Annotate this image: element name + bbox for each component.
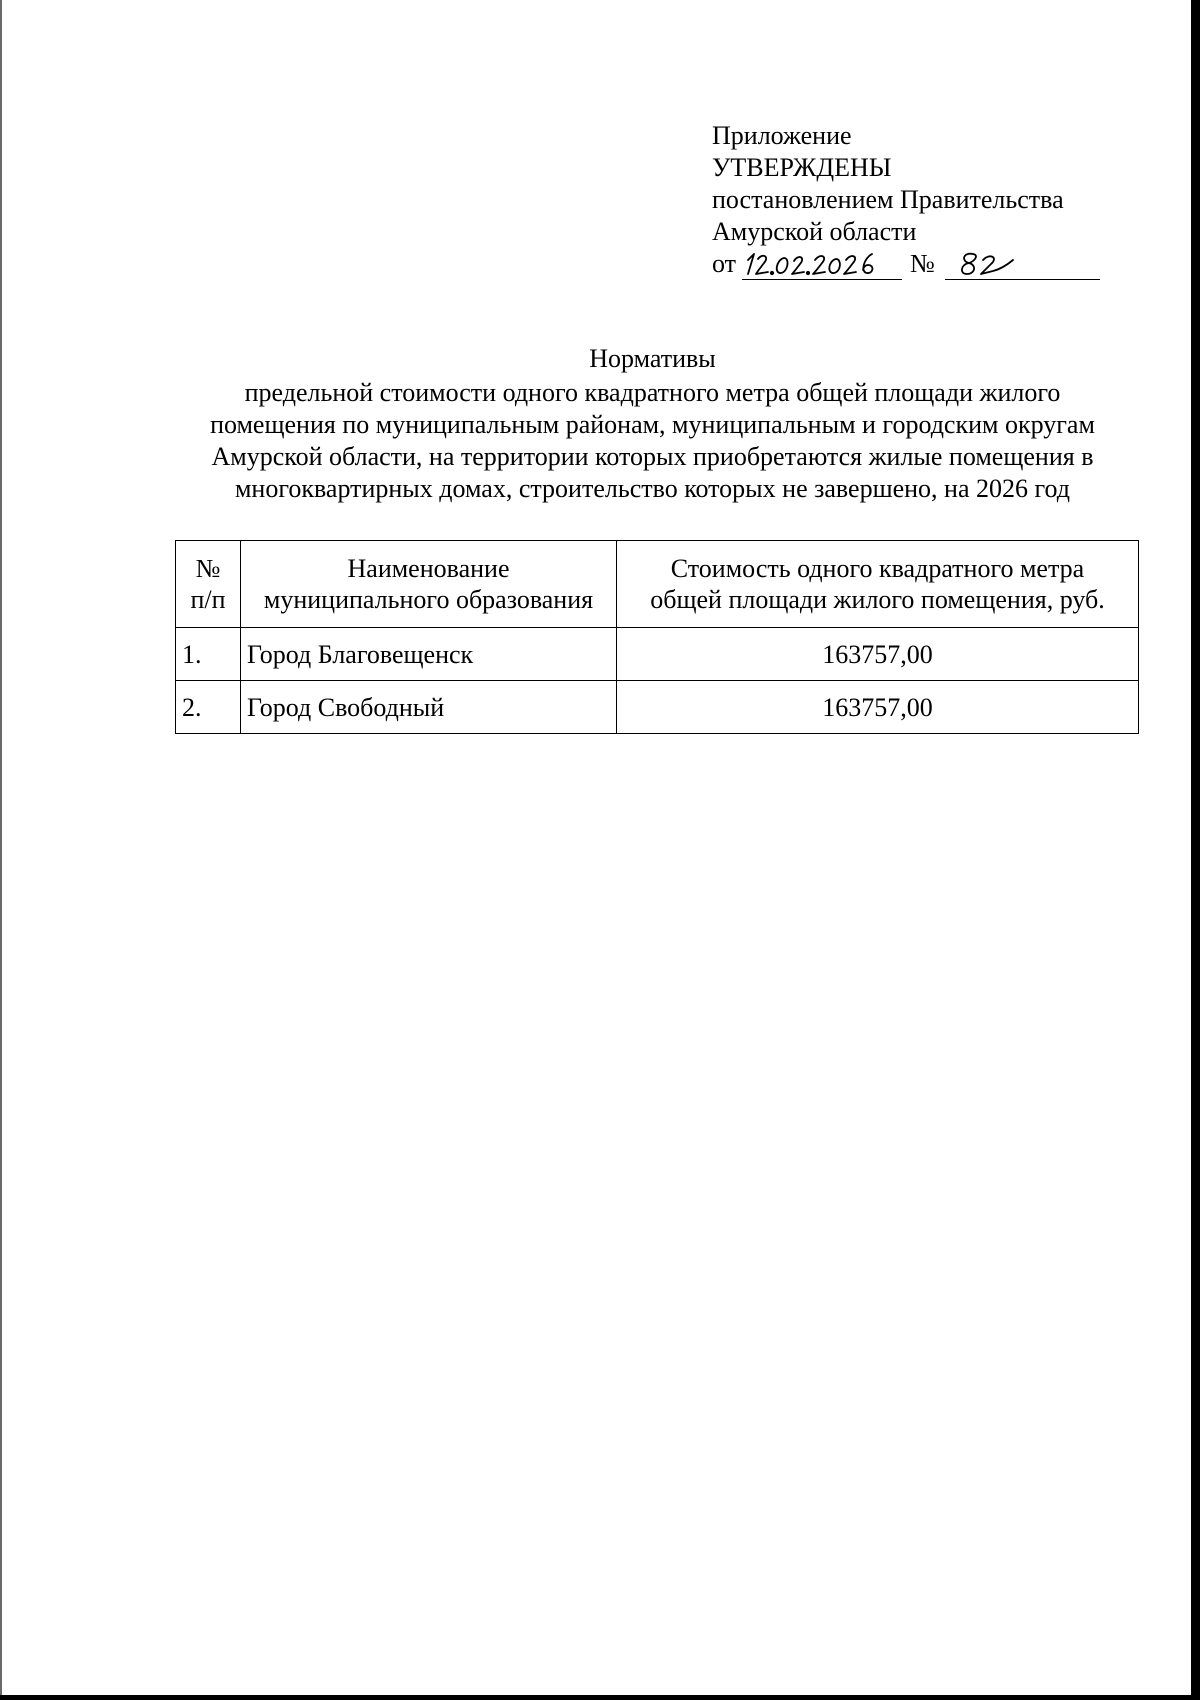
row-number: 1. — [176, 628, 241, 681]
handwritten-date-signature — [742, 248, 902, 278]
header-number-line-2: п/п — [190, 585, 226, 614]
header-cost — [617, 541, 1139, 628]
header-cost-line-1: Стоимость одного квадратного метра — [670, 554, 1085, 583]
row-number: 2. — [176, 681, 241, 734]
header-number — [176, 541, 241, 628]
header-municipality — [241, 541, 617, 628]
handwritten-number-signature — [945, 248, 1100, 278]
subtitle-line-3: Амурской области, на территории которых приобретаются жилые помещения в — [211, 442, 1094, 471]
subtitle-line-2: помещения по муниципальным районам, муниципальным и городским округам — [210, 410, 1095, 439]
approval-resolution-label: постановлением Правительства — [712, 185, 1064, 214]
row-cost: 163757,00 — [617, 681, 1139, 734]
document-subtitle — [165, 377, 1140, 505]
handwritten-number-field — [945, 251, 1100, 280]
table-row — [176, 628, 1139, 681]
approval-region-label: Амурской области — [712, 217, 917, 246]
row-municipality: Город Свободный — [241, 681, 617, 734]
header-number-line-1: № — [195, 554, 221, 583]
header-cost-line-2: общей площади жилого помещения, руб. — [650, 585, 1105, 614]
table-row — [176, 681, 1139, 734]
scan-edge-bottom — [0, 1695, 1200, 1700]
row-cost: 163757,00 — [617, 628, 1139, 681]
scan-edge-left — [0, 0, 2, 1700]
approval-appendix-label: Приложение — [712, 121, 852, 150]
approval-number-prefix: № — [910, 249, 935, 278]
table-header-row — [176, 541, 1139, 628]
norms-table — [175, 540, 1139, 734]
scan-edge-right — [1191, 0, 1200, 1700]
header-municipality-line-1: Наименование — [347, 554, 510, 583]
subtitle-line-1: предельной стоимости одного квадратного метра общей площади жилого — [244, 378, 1061, 407]
approval-block — [712, 120, 1132, 280]
handwritten-date-field — [742, 251, 902, 280]
header-municipality-line-2: муниципального образования — [263, 585, 594, 614]
approval-approved-label: УТВЕРЖДЕНЫ — [712, 153, 892, 182]
approval-date-number-line — [712, 248, 1132, 280]
document-title: Нормативы — [589, 344, 716, 373]
approval-date-prefix: от — [712, 249, 737, 278]
row-municipality: Город Благовещенск — [241, 628, 617, 681]
subtitle-line-4: многоквартирных домах, строительство которых не завершено, на 2026 год — [234, 474, 1071, 503]
